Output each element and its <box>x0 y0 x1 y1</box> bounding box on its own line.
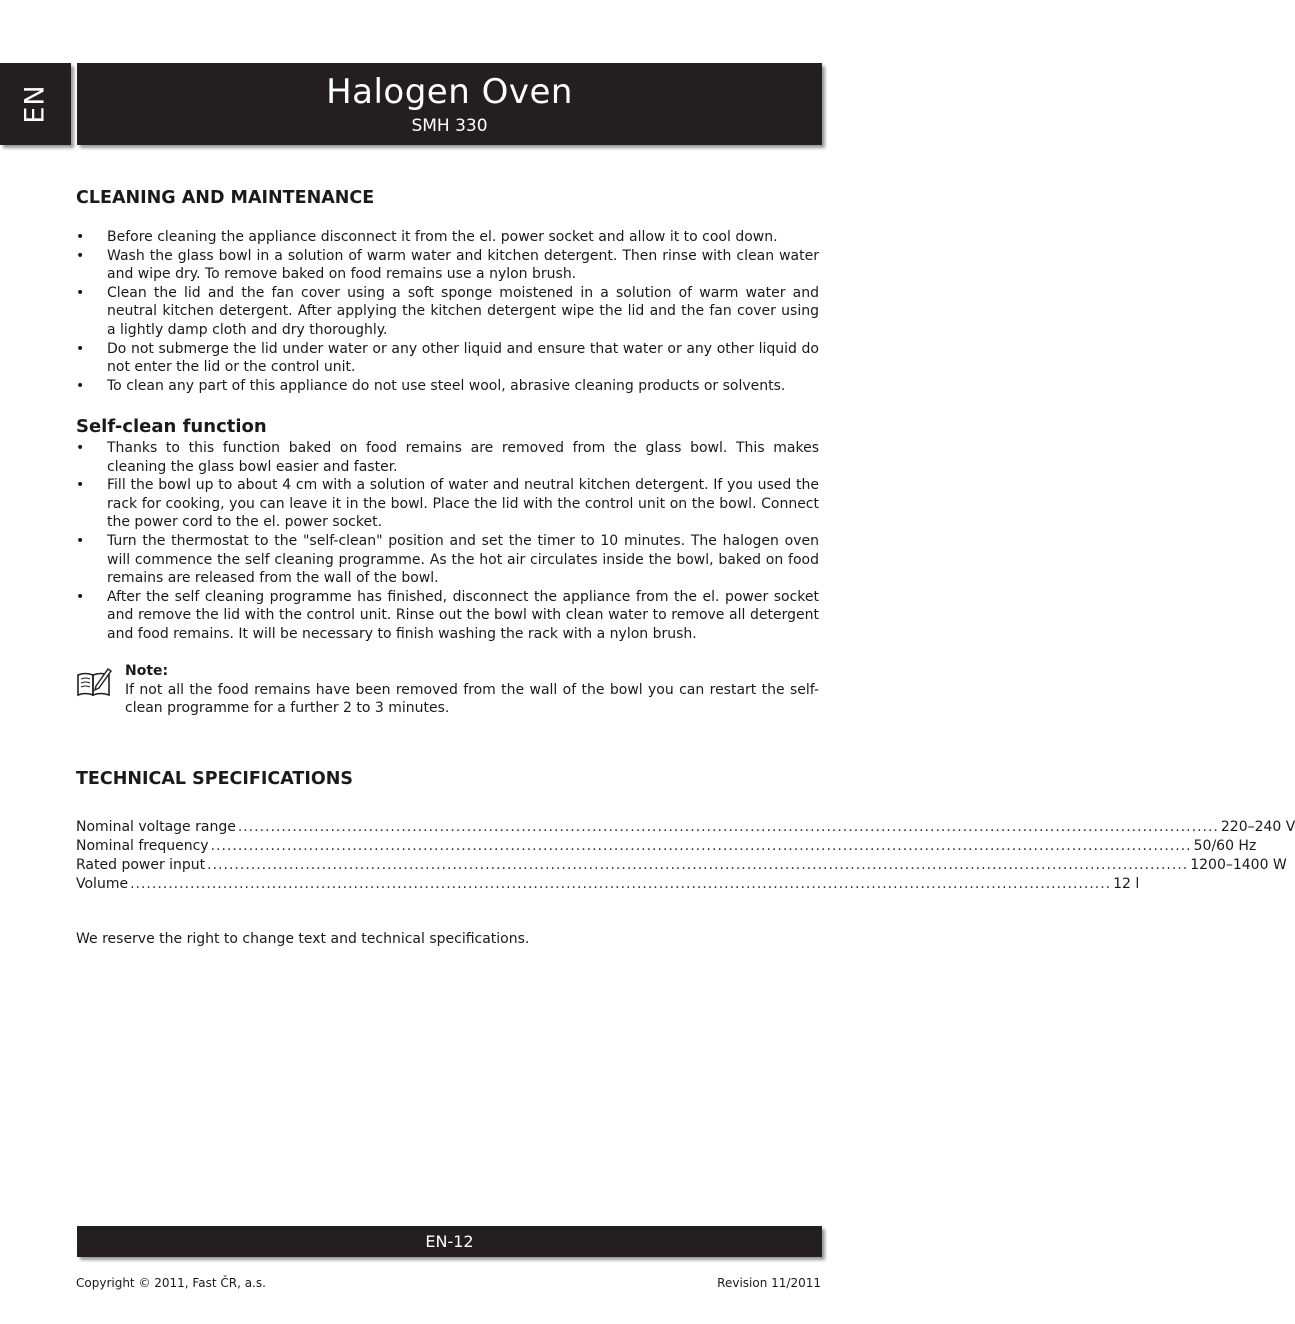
note-box <box>76 662 819 718</box>
note-label: Note: <box>125 663 169 679</box>
list-item: • Fill the bowl up to about 4 cm with a solution of water and neutral kitchen detergent. If you used the rack for cooking, you can leave it in the bowl. Place the lid with the control unit on the bowl. Connect the power cord to the el. power socket. <box>76 476 819 532</box>
spec-name: Volume <box>76 876 129 892</box>
self-clean-list <box>76 439 819 644</box>
specs-heading: TECHNICAL SPECIFICATIONS <box>76 769 353 789</box>
list-item: • To clean any part of this appliance do not use steel wool, abrasive cleaning products or solvents. <box>76 377 819 396</box>
language-label: EN <box>19 84 51 124</box>
list-item: • Do not submerge the lid under water or any other liquid and ensure that water or any other liquid do not enter the lid or the control unit. <box>76 340 819 377</box>
spec-row <box>76 818 1295 837</box>
cleaning-heading: CLEANING AND MAINTENANCE <box>76 188 375 208</box>
list-item: • After the self cleaning programme has finished, disconnect the appliance from the el. power socket and remove the lid with the control unit. Rinse out the bowl with clean water to remove all detergent and food remains. It will be necessary to finish washing the rack with a nylon brush. <box>76 588 819 644</box>
footer-bar <box>77 1226 822 1257</box>
specs-list <box>76 818 1295 894</box>
book-pencil-icon <box>76 666 112 698</box>
spec-row <box>76 837 1257 856</box>
revision: Revision 11/2011 <box>717 1276 821 1290</box>
list-item: • Turn the thermostat to the "self-clean" position and set the timer to 10 minutes. The halogen oven will commence the self cleaning programme. As the hot air circulates inside the bowl, baked on food remains are released from the wall of the bowl. <box>76 532 819 588</box>
model-number: SMH 330 <box>411 116 488 136</box>
list-item: • Before cleaning the appliance disconnect it from the el. power socket and allow it to cool down. <box>76 228 819 247</box>
spec-value: 50/60 Hz <box>1193 838 1257 854</box>
dot-leader: .................................................................................................................................................................................... <box>210 838 1192 854</box>
spec-name: Rated power input <box>76 857 206 873</box>
spec-value: 1200–1400 W <box>1190 857 1287 873</box>
page-title: Halogen Oven <box>326 72 573 112</box>
spec-value: 12 l <box>1113 876 1140 892</box>
dot-leader: .................................................................................................................................................................................... <box>207 857 1189 873</box>
page-number: EN-12 <box>425 1232 474 1251</box>
spec-name: Nominal frequency <box>76 838 209 854</box>
note-text: If not all the food remains have been removed from the wall of the bowl you can restart the self-clean programme for a further 2 to 3 minutes. <box>125 681 819 717</box>
spec-value: 220–240 V <box>1220 819 1295 835</box>
self-clean-heading: Self-clean function <box>76 416 267 437</box>
dot-leader: .................................................................................................................................................................................... <box>130 876 1112 892</box>
copyright: Copyright © 2011, Fast ČR, a.s. <box>76 1276 266 1290</box>
dot-leader: .................................................................................................................................................................................... <box>237 819 1219 835</box>
cleaning-list <box>76 228 819 395</box>
list-item: • Clean the lid and the fan cover using a soft sponge moistened in a solution of warm water and neutral kitchen detergent. After applying the kitchen detergent wipe the lid and the fan cover using a lightly damp cloth and dry thoroughly. <box>76 284 819 340</box>
reserve-notice: We reserve the right to change text and technical specifications. <box>76 931 530 947</box>
language-tab <box>0 63 71 145</box>
spec-row <box>76 856 1287 875</box>
header-bar <box>77 63 822 145</box>
note-content <box>125 662 819 718</box>
spec-name: Nominal voltage range <box>76 819 236 835</box>
spec-row <box>76 875 1140 894</box>
cleaning-section <box>76 228 819 395</box>
list-item: • Wash the glass bowl in a solution of warm water and kitchen detergent. Then rinse with clean water and wipe dry. To remove baked on food remains use a nylon brush. <box>76 247 819 284</box>
list-item: • Thanks to this function baked on food remains are removed from the glass bowl. This makes cleaning the glass bowl easier and faster. <box>76 439 819 476</box>
self-clean-section <box>76 439 819 644</box>
